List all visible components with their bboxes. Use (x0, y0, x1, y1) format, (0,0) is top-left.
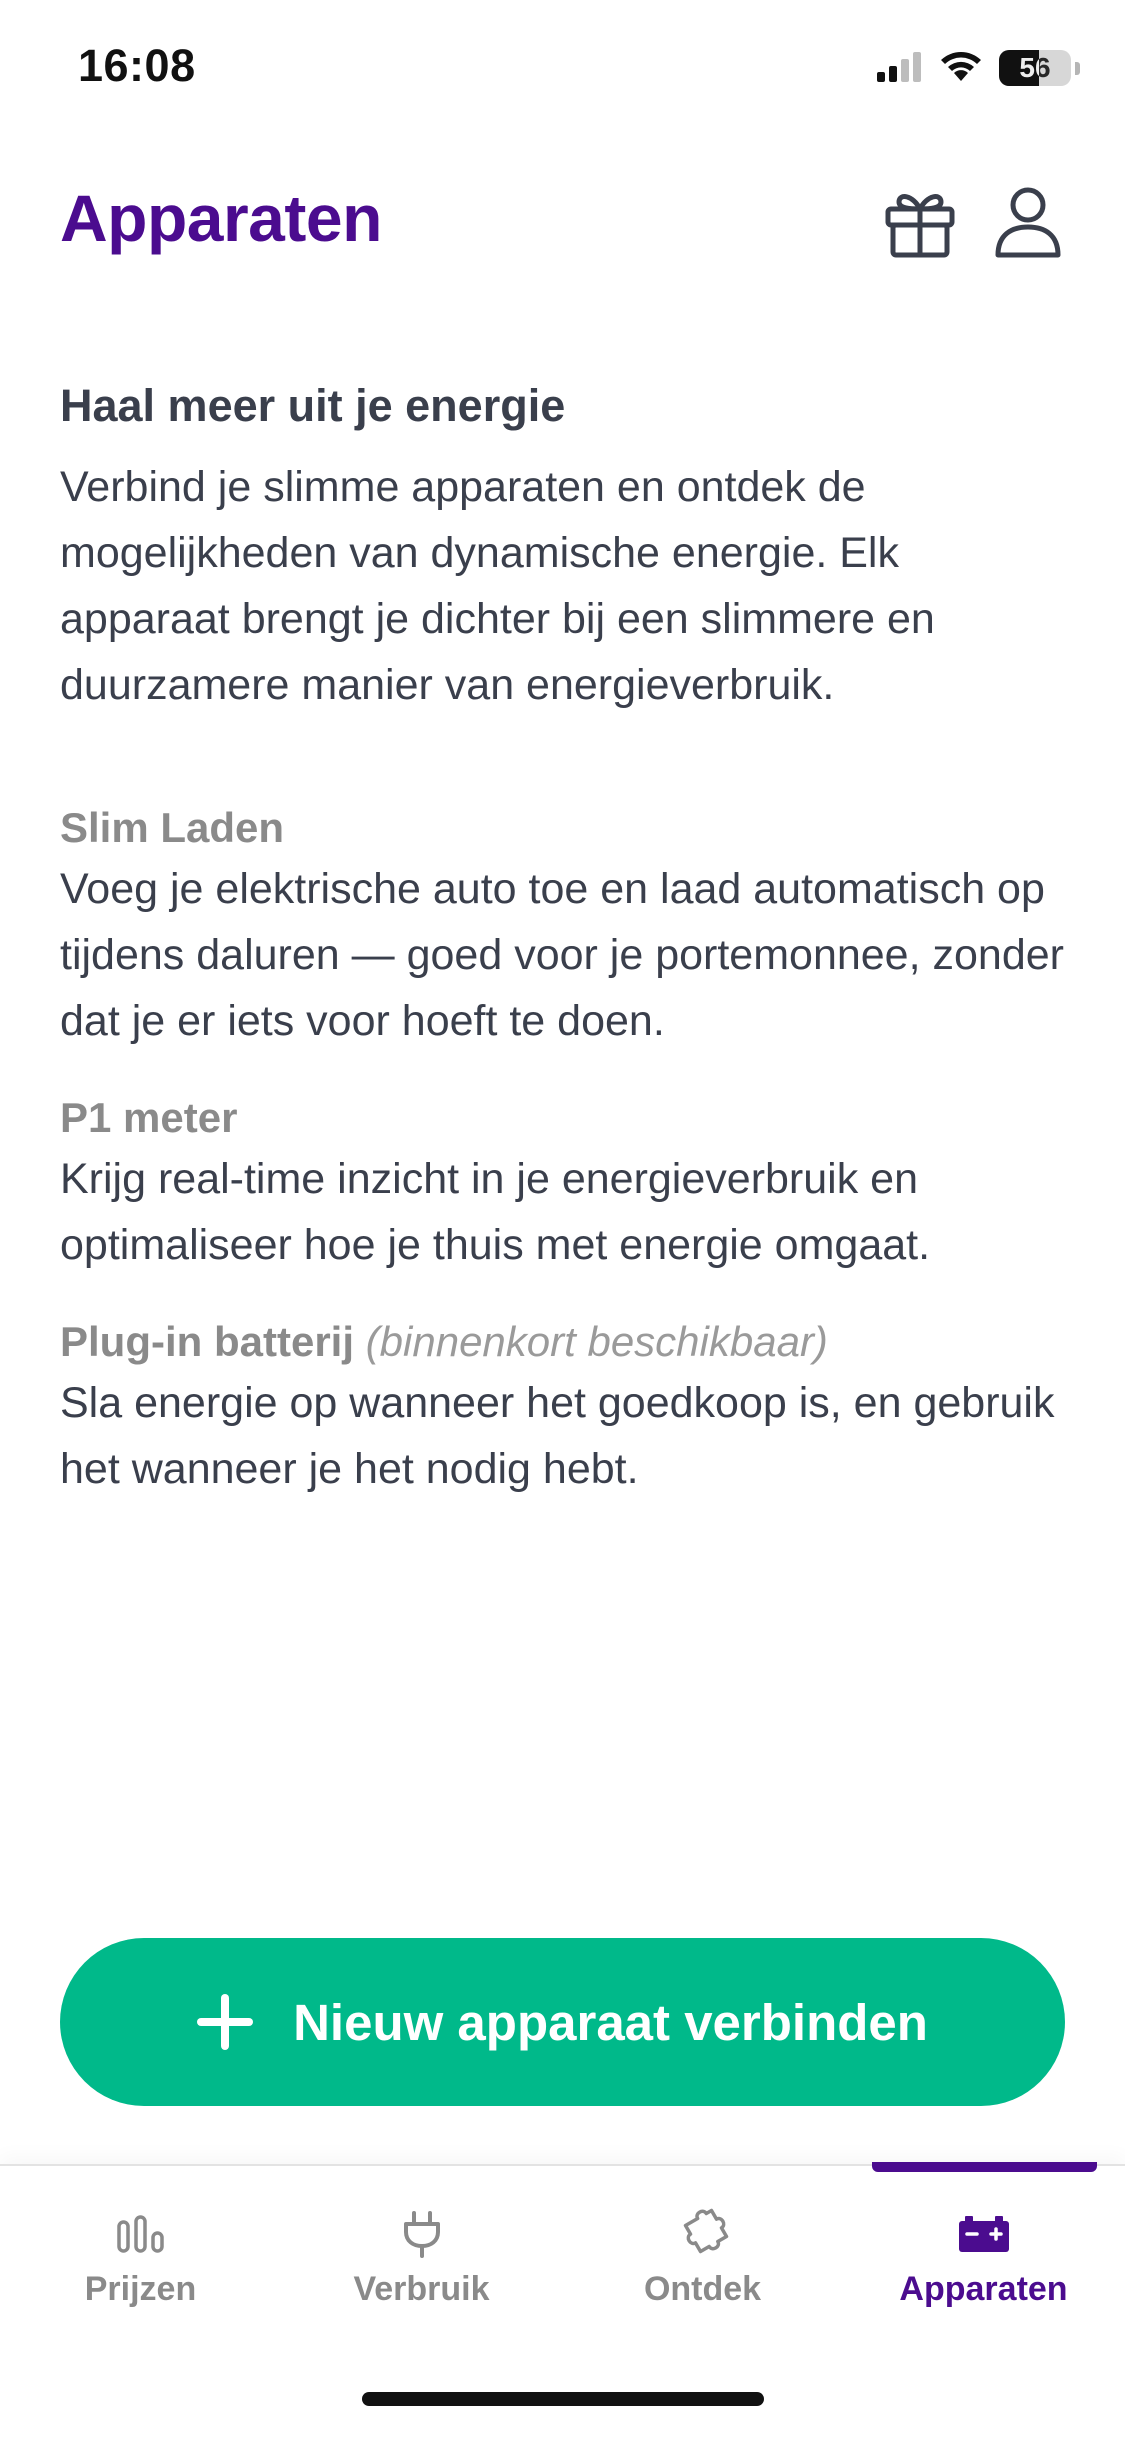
home-indicator (362, 2392, 764, 2406)
intro-text: Verbind je slimme apparaten en ontdek de mogelijkheden van dynamische energie. Elk apparaat brengt je dichter bij een slimmere en duurzamere manier van energieverbruik. (60, 463, 935, 709)
nav-item-verbruik[interactable] (281, 2206, 562, 2326)
bar-chart-icon (116, 2214, 166, 2254)
plus-icon (197, 1994, 253, 2050)
feature-title (60, 800, 1070, 856)
feature-title-text: Plug-in batterij (60, 1318, 354, 1365)
battery-device-icon (957, 2214, 1011, 2254)
nav-item-apparaten[interactable] (843, 2206, 1124, 2326)
nav-active-indicator (872, 2162, 1097, 2172)
wifi-icon (939, 49, 983, 88)
gift-icon (883, 185, 957, 259)
connect-device-label: Nieuw apparaat verbinden (293, 1993, 928, 2051)
nav-label: Verbruik (353, 2270, 490, 2308)
connect-device-button[interactable] (60, 1938, 1065, 2106)
nav-label: Ontdek (643, 2270, 762, 2308)
nav-item-ontdek[interactable] (562, 2206, 843, 2326)
feature-text: Krijg real-time inzicht in je energieverbruik en optimaliseer hoe je thuis met energie omgaat. (60, 1155, 931, 1269)
status-bar (0, 0, 1125, 132)
plug-icon (402, 2210, 442, 2258)
main-content (60, 380, 1070, 1502)
intro-heading: Haal meer uit je energie (60, 380, 566, 431)
feature-slim-laden (60, 800, 1070, 1054)
cellular-signal-icon (877, 50, 923, 87)
feature-title (60, 1314, 1070, 1370)
battery-level: 56 (1019, 52, 1051, 83)
nav-item-prijzen[interactable] (0, 2206, 281, 2326)
status-time: 16:08 (78, 40, 196, 91)
feature-availability-note: (binnenkort beschikbaar) (365, 1318, 828, 1365)
gift-button[interactable] (878, 180, 962, 264)
feature-title-text: P1 meter (60, 1094, 238, 1141)
page-title: Apparaten (60, 181, 382, 255)
status-icons (877, 48, 1080, 88)
nav-label: Apparaten (899, 2270, 1068, 2308)
battery-cap (1075, 62, 1080, 75)
feature-text: Sla energie op wanneer het goedkoop is, en gebruik het wanneer je het nodig hebt. (60, 1379, 1055, 1493)
nav-label: Prijzen (84, 2270, 197, 2308)
feature-text: Voeg je elektrische auto toe en laad automatisch op tijdens daluren — goed voor je portemonnee, zonder dat je er iets voor hoeft te doen. (60, 865, 1064, 1045)
battery-icon (999, 50, 1071, 86)
puzzle-icon (675, 2206, 731, 2262)
feature-title-text: Slim Laden (60, 804, 285, 851)
feature-title (60, 1090, 1070, 1146)
profile-button[interactable] (986, 180, 1070, 264)
feature-plug-in-batterij (60, 1314, 1070, 1502)
feature-p1-meter (60, 1090, 1070, 1278)
user-icon (993, 185, 1063, 259)
